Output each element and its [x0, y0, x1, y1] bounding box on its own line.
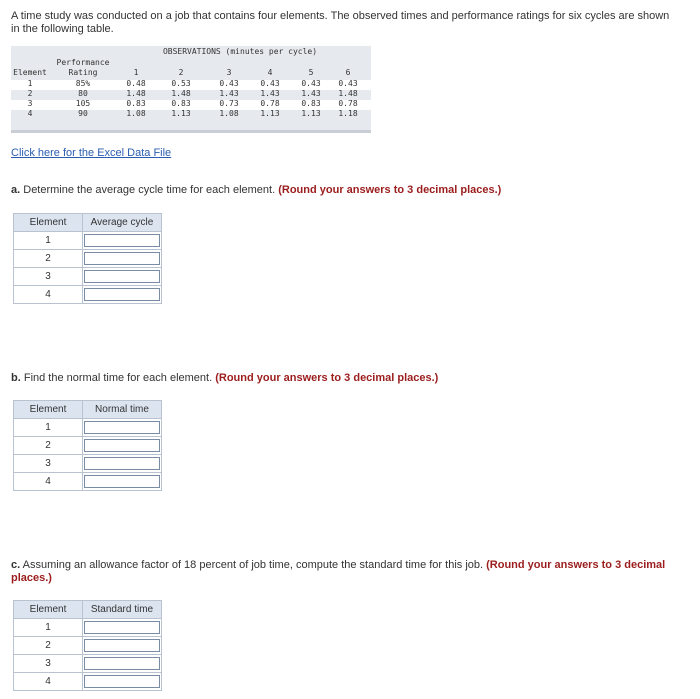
answer-cell [83, 232, 162, 250]
table-row [14, 286, 162, 304]
observations-caption: OBSERVATIONS (minutes per cycle) [162, 47, 318, 56]
element-number: 4 [14, 673, 83, 691]
observation-value: 0.43 [338, 79, 358, 88]
observation-value: 1.43 [301, 89, 321, 98]
element-number: 1 [27, 79, 33, 88]
element-column-header: Element [14, 214, 83, 232]
element-number: 1 [14, 619, 83, 637]
observation-value: 0.48 [126, 79, 146, 88]
element-number: 4 [14, 286, 83, 304]
table-row [14, 473, 162, 491]
cycle-header: 2 [178, 68, 184, 77]
average-cycle-input[interactable] [84, 252, 160, 265]
observation-value: 0.73 [219, 99, 239, 108]
cycle-header: 3 [226, 68, 232, 77]
answer-cell [83, 268, 162, 286]
question-b-emphasis: (Round your answers to 3 decimal places.) [215, 372, 439, 384]
observation-value: 0.43 [219, 79, 239, 88]
standard-time-input[interactable] [84, 675, 160, 688]
question-a-text: Determine the average cycle time for each element. [23, 184, 276, 196]
normal-time-input[interactable] [84, 475, 160, 488]
cycle-header: 6 [345, 68, 351, 77]
element-number: 1 [14, 419, 83, 437]
excel-data-link[interactable]: Click here for the Excel Data File [11, 147, 172, 159]
answer-cell [83, 673, 162, 691]
observation-value: 1.13 [301, 109, 321, 118]
element-number: 1 [14, 232, 83, 250]
table-row [14, 437, 162, 455]
observation-value: 0.83 [301, 99, 321, 108]
cycle-header: 5 [308, 68, 314, 77]
element-number: 2 [27, 89, 33, 98]
element-number: 4 [27, 109, 33, 118]
normal-time-input[interactable] [84, 457, 160, 470]
table-row [14, 619, 162, 637]
table-row [14, 455, 162, 473]
average-cycle-input[interactable] [84, 270, 160, 283]
standard-time-input[interactable] [84, 621, 160, 634]
question-b-text: Find the normal time for each element. [23, 372, 213, 384]
normal-time-input[interactable] [84, 439, 160, 452]
observation-value: 0.78 [260, 99, 280, 108]
observation-value: 0.83 [126, 99, 146, 108]
average-cycle-column-header: Average cycle [83, 214, 162, 232]
question-c-text: Assuming an allowance factor of 18 percent of job time, compute the standard time for this job. [22, 559, 484, 571]
normal-time-input[interactable] [84, 421, 160, 434]
answer-cell [83, 637, 162, 655]
question-a [11, 184, 679, 197]
observation-value: 0.53 [171, 79, 191, 88]
observation-value: 0.83 [171, 99, 191, 108]
intro-text: A time study was conducted on a job that contains four elements. The observed times and performance ratings for six cycles are shown in the following table. [11, 10, 670, 35]
answer-cell [83, 419, 162, 437]
answer-cell [83, 619, 162, 637]
answer-table-b [13, 400, 162, 491]
element-column-header: Element [14, 401, 83, 419]
performance-rating: 105 [75, 99, 91, 108]
answer-cell [83, 473, 162, 491]
question-b [11, 372, 679, 385]
observation-value: 1.43 [219, 89, 239, 98]
table-row [14, 637, 162, 655]
element-number: 2 [14, 250, 83, 268]
performance-header: Performance [56, 58, 110, 67]
observation-value: 1.08 [219, 109, 239, 118]
cycle-header: 1 [133, 68, 139, 77]
average-cycle-input[interactable] [84, 234, 160, 247]
element-number: 2 [14, 637, 83, 655]
answer-cell [83, 250, 162, 268]
question-a-emphasis: (Round your answers to 3 decimal places.) [278, 184, 502, 196]
element-number: 3 [27, 99, 33, 108]
observation-value: 1.43 [260, 89, 280, 98]
observation-value: 1.18 [338, 109, 358, 118]
observation-value: 1.13 [260, 109, 280, 118]
element-number: 2 [14, 437, 83, 455]
standard-time-input[interactable] [84, 657, 160, 670]
table-row [14, 673, 162, 691]
question-b-prefix: b. [11, 372, 21, 384]
element-number: 3 [14, 268, 83, 286]
observation-value: 1.48 [338, 89, 358, 98]
element-number: 4 [14, 473, 83, 491]
table-row [14, 655, 162, 673]
cycle-header: 4 [267, 68, 273, 77]
standard-time-column-header: Standard time [83, 601, 162, 619]
normal-time-column-header: Normal time [83, 401, 162, 419]
element-header: Element [13, 68, 47, 77]
answer-cell [83, 286, 162, 304]
observation-value: 0.78 [338, 99, 358, 108]
rating-header: Rating [68, 68, 98, 77]
table-row [14, 232, 162, 250]
observation-value: 1.13 [171, 109, 191, 118]
question-c-prefix: c. [11, 559, 21, 571]
observation-value: 1.48 [126, 89, 146, 98]
question-c-emphasis: (Round your answers to 3 decimal places.) [11, 559, 666, 584]
question-c [11, 559, 679, 585]
standard-time-input[interactable] [84, 639, 160, 652]
observation-value: 0.43 [260, 79, 280, 88]
element-number: 3 [14, 455, 83, 473]
performance-rating: 85% [75, 79, 91, 88]
question-a-prefix: a. [11, 184, 21, 196]
observation-value: 0.43 [301, 79, 321, 88]
element-column-header: Element [14, 601, 83, 619]
answer-table-c [13, 600, 162, 691]
table-row [14, 419, 162, 437]
table-row [14, 250, 162, 268]
answer-table-a [13, 213, 162, 304]
observations-table [11, 46, 371, 133]
answer-cell [83, 437, 162, 455]
performance-rating: 90 [78, 109, 88, 118]
observation-value: 1.48 [171, 89, 191, 98]
table-row [14, 268, 162, 286]
element-number: 3 [14, 655, 83, 673]
performance-rating: 80 [78, 89, 88, 98]
answer-cell [83, 455, 162, 473]
answer-cell [83, 655, 162, 673]
average-cycle-input[interactable] [84, 288, 160, 301]
observation-value: 1.08 [126, 109, 146, 118]
